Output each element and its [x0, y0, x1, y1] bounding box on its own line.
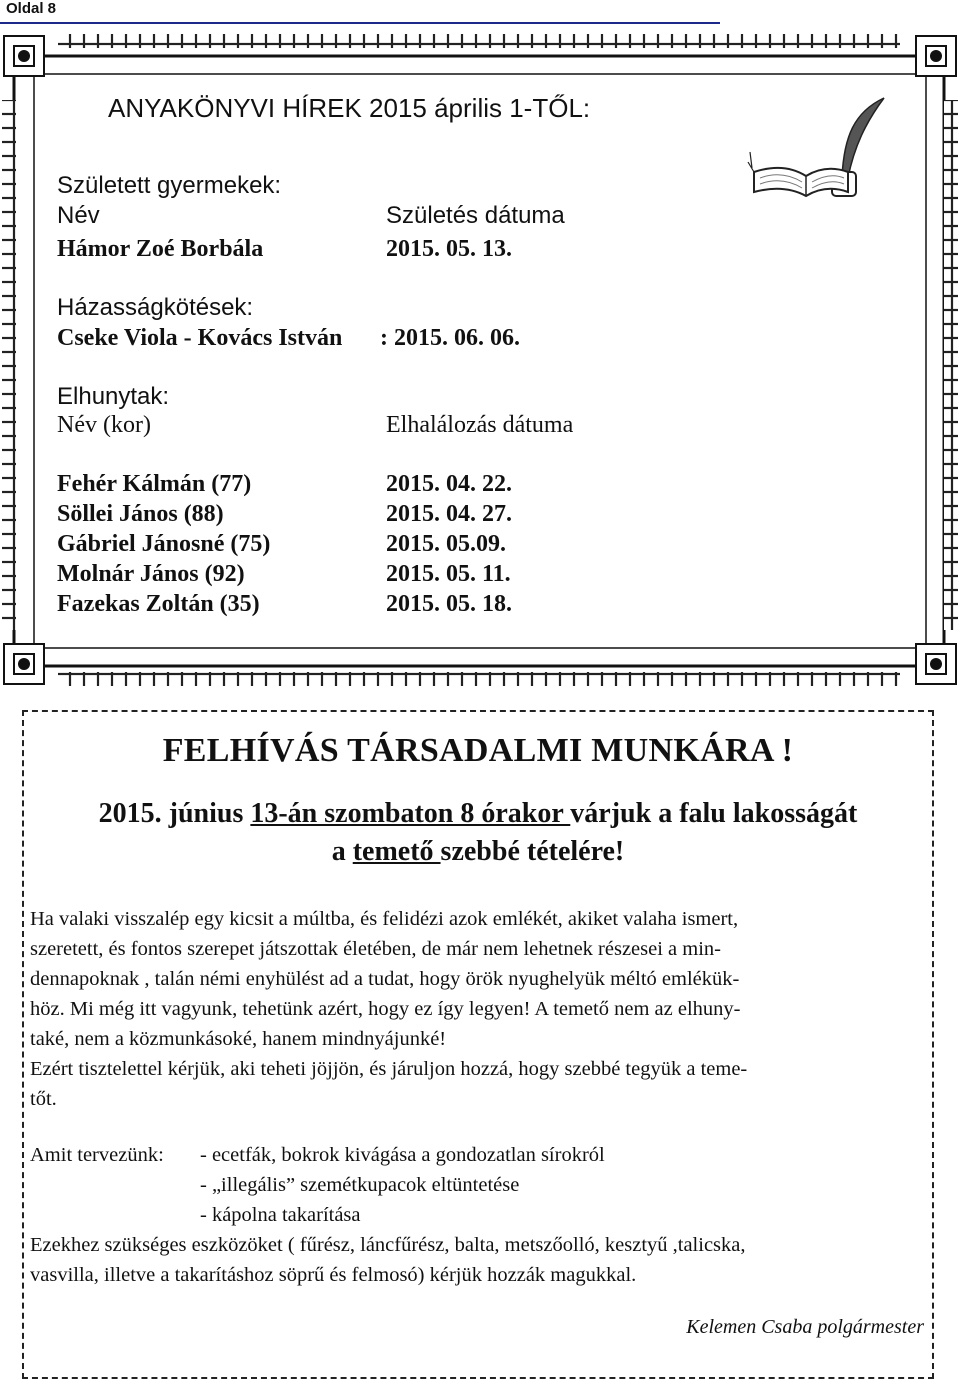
registry-title: ANYAKÖNYVI HÍREK 2015 április 1-TŐL:	[108, 93, 591, 123]
appeal-purpose-prefix: a	[331, 836, 353, 867]
death-entry-date: 2015. 04. 27.	[386, 501, 512, 527]
death-entry-name: Söllei János (88)	[57, 501, 224, 527]
tools-line: Ezekhez szükséges eszközöket ( fűrész, láncfűrész, balta, metszőolló, kesztyű ,talicska,	[30, 1234, 746, 1256]
births-date-column-header: Születés dátuma	[386, 202, 565, 229]
death-entry-name: Molnár János (92)	[57, 561, 245, 587]
marriage-date: : 2015. 06. 06.	[380, 325, 520, 351]
paragraph-line: také, nem a közmunkásoké, hanem mindnyájunké!	[30, 1028, 447, 1050]
death-entry-date: 2015. 05.09.	[386, 531, 506, 557]
appeal-box	[22, 710, 934, 1379]
birth-entry-date: 2015. 05. 13.	[386, 236, 512, 262]
death-entry-date: 2015. 04. 22.	[386, 471, 512, 497]
death-entry-name: Fazekas Zoltán (35)	[57, 591, 260, 617]
births-name-column-header: Név	[57, 202, 100, 229]
appeal-date-text: 2015. június	[98, 798, 251, 829]
marriages-heading: Házasságkötések:	[57, 294, 254, 321]
plan-item: - „illegális” szemétkupacok eltüntetése	[200, 1174, 520, 1196]
births-heading: Született gyermekek:	[57, 172, 282, 199]
appeal-paragraph	[30, 904, 926, 1114]
appeal-invite-text: várjuk a falu lakosságát	[570, 798, 858, 829]
deaths-name-column-header: Név (kor)	[57, 412, 151, 438]
death-entry-date: 2015. 05. 18.	[386, 591, 512, 617]
paragraph-line: szeretett, és fontos szerepet játszottak életében, de már nem lehetnek részesei a min-	[30, 938, 721, 960]
paragraph-line: tőt.	[30, 1088, 57, 1110]
page-header	[0, 0, 720, 24]
appeal-time-text: 13-án szombaton 8 órakor	[250, 798, 571, 829]
tools-line: vasvilla, illetve a takarításhoz söprű és felmosó) kérjük hozzák magukkal.	[30, 1264, 637, 1286]
birth-entry-name: Hámor Zoé Borbála	[57, 236, 264, 262]
plan-item: - ecetfák, bokrok kivágása a gondozatlan sírokról	[200, 1144, 605, 1166]
appeal-purpose-suffix: szebbé tételére!	[440, 836, 625, 867]
paragraph-line: höz. Mi még itt vagyunk, tehetünk azért, hogy ez így legyen! A temető nem az elhuny-	[30, 998, 741, 1020]
deaths-heading: Elhunytak:	[57, 383, 170, 410]
paragraph-line: Ezért tisztelettel kérjük, aki teheti jöjjön, és járuljon hozzá, hogy szebbé tegyük a teme-	[30, 1058, 748, 1080]
paragraph-line: dennapoknak , talán némi enyhülést ad a tudat, hogy örök nyughelyük méltó emlékük-	[30, 968, 740, 990]
death-entry-date: 2015. 05. 11.	[386, 561, 511, 587]
deaths-date-column-header: Elhalálozás dátuma	[386, 412, 574, 438]
death-entry-name: Fehér Kálmán (77)	[57, 471, 252, 497]
quill-and-book-illustration	[744, 92, 894, 212]
appeal-cemetery-word: temető	[352, 836, 441, 867]
appeal-date-line	[24, 798, 932, 830]
page-number: Oldal 8	[6, 0, 57, 17]
paragraph-line: Ha valaki visszalép egy kicsit a múltba, és felidézi azok emlékét, akiket valaha ismert,	[30, 908, 739, 930]
plan-item: - kápolna takarítása	[200, 1204, 361, 1226]
appeal-title: FELHÍVÁS TÁRSADALMI MUNKÁRA !	[162, 732, 794, 769]
marriage-couple: Cseke Viola - Kovács István	[57, 325, 343, 351]
plan-label: Amit tervezünk:	[30, 1144, 164, 1166]
appeal-purpose-line	[24, 836, 932, 868]
death-entry-name: Gábriel Jánosné (75)	[57, 531, 271, 557]
mayor-signature: Kelemen Csaba polgármester	[686, 1316, 924, 1338]
